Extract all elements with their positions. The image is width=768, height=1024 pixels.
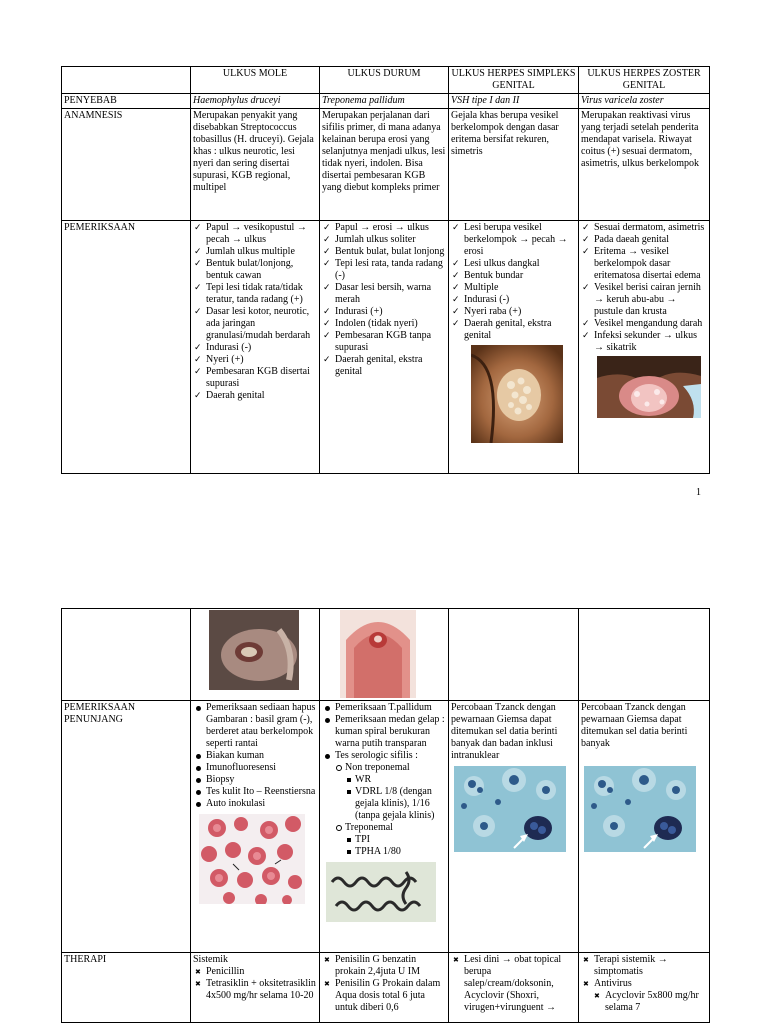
gram-stain-description: Gambaran : basil gram (-), berderet atau berkelompok seperti rantai <box>206 714 314 749</box>
comparison-table-page1 <box>61 66 710 474</box>
list-item: ✓ Daerah genital, ekstra genital <box>451 318 576 342</box>
label-penunjang: PEMERIKSAAN PENUNJANG <box>62 701 191 953</box>
list-item: ✓ Bentuk bulat, bulat lonjong <box>322 246 446 258</box>
list-item: ✓ Tepi lesi tidak rata/tidak teratur, tanda radang (+) <box>193 282 317 306</box>
list-item: Biakan kuman <box>193 750 317 762</box>
penunjang-hsg <box>449 701 579 953</box>
ulkus-durum-photo <box>340 610 416 698</box>
list-item <box>335 762 446 822</box>
list-item: ✓ Sesuai dermatom, asimetris <box>581 222 707 234</box>
list-item-text: Pemeriksaan sediaan hapus <box>206 702 316 713</box>
therapi-hzg-list <box>581 954 707 990</box>
header-ulkus-herpes-simpleks: ULKUS HERPES SIMPLEKS GENITAL <box>449 67 579 94</box>
list-item: ✖ Lesi dini → obat topical berupa salep/cream/doksonin, Acyclovir (Shoxri, virugen+virunguent → <box>451 954 576 1014</box>
list-item <box>322 750 446 858</box>
image-cell-hsg-empty <box>449 609 579 701</box>
ulkus-mole-photo <box>209 610 299 690</box>
list-item: ✓ Bentuk bulat/lonjong, bentuk cawan <box>193 258 317 282</box>
penunjang-mole-list <box>193 702 317 810</box>
row-anamnesis <box>62 109 710 221</box>
list-item: ✓ Multiple <box>451 282 576 294</box>
penyebab-durum: Treponema pallidum <box>320 94 449 109</box>
list-item: Biopsy <box>193 774 317 786</box>
list-item: ✓ Indurasi (+) <box>322 306 446 318</box>
list-item: ✓ Bentuk bundar <box>451 270 576 282</box>
list-item: ✖ Penisilin G Prokain dalam Aqua dosis total 6 juta untuk diberi 0,6 <box>322 978 446 1014</box>
list-item: TPHA 1/80 <box>345 846 446 858</box>
tzanck-test-text-hzg: Percobaan Tzanck dengan pewarnaan Giemsa dapat ditemukan sel datia berinti banyak <box>581 702 688 749</box>
anamnesis-hzg: Merupakan reaktivasi virus yang terjadi setelah penderita mendapat varisela. Riwayat coitus (+) sesuai dermatom, asimetris, ulkus berkelompok <box>579 109 710 221</box>
penunjang-durum-list <box>322 702 446 858</box>
list-item: ✓ Indurasi (-) <box>193 342 317 354</box>
list-item: Tes kulit Ito – Reenstiersna <box>193 786 317 798</box>
list-item: ✖ Antivirus <box>581 978 707 990</box>
list-item: ✓ Vesikel berisi cairan jernih → keruh abu-abu → pustule dan krusta <box>581 282 707 318</box>
therapi-hzg-sublist <box>581 990 707 1014</box>
list-item: ✓ Papul → vesikopustul → pecah → ulkus <box>193 222 317 246</box>
list-item <box>193 702 317 750</box>
anamnesis-mole: Merupakan penyakit yang disebabkan Streptococcus tobasillus (H. druceyi). Gejala khas : ulkus neurotic, lesi nyeri dan sering disertai supurasi, KGB regional, multipel <box>191 109 320 221</box>
list-item: Auto inokulasi <box>193 798 317 810</box>
tzanck-smear-micrograph-hsg <box>454 766 566 852</box>
pemeriksaan-mole-list <box>193 222 317 402</box>
therapi-hzg <box>579 953 710 1023</box>
anamnesis-durum: Merupakan perjalanan dari sifilis primer, di mana adanya kelainan berupa erosi yang selanjutnya menjadi ulkus, lesi tidak nyeri, indolen. Bisa disertai pembesaran KGB yang diebut kompleks primer <box>320 109 449 221</box>
images-label-empty <box>62 609 191 701</box>
gram-stain-micrograph <box>199 814 305 904</box>
pemeriksaan-mole <box>191 221 320 474</box>
treponemal-list <box>345 834 446 858</box>
list-item: ✓ Vesikel mengandung darah <box>581 318 707 330</box>
image-cell-durum <box>320 609 449 701</box>
list-item: WR <box>345 774 446 786</box>
header-ulkus-herpes-zoster: ULKUS HERPES ZOSTER GENITAL <box>579 67 710 94</box>
treponema-darkfield-micrograph <box>326 862 436 922</box>
label-pemeriksaan: PEMERIKSAAN <box>62 221 191 474</box>
penunjang-durum <box>320 701 449 953</box>
list-item: ✓ Lesi berupa vesikel berkelompok → pecah → erosi <box>451 222 576 258</box>
list-item-text: Non treponemal <box>345 762 410 773</box>
list-item: ✓ Tepi lesi rata, tanda radang (-) <box>322 258 446 282</box>
list-item: TPI <box>345 834 446 846</box>
list-item-text: Treponemal <box>345 822 393 833</box>
therapi-durum <box>320 953 449 1023</box>
pemeriksaan-durum-list <box>322 222 446 378</box>
herpes-zoster-lesion-photo <box>597 356 701 418</box>
penunjang-mole <box>191 701 320 953</box>
list-item: Pemeriksaan T.pallidum <box>322 702 446 714</box>
list-item: ✓ Dasar lesi kotor, neurotic, ada jaringan granulasi/mudah berdarah <box>193 306 317 342</box>
header-ulkus-mole: ULKUS MOLE <box>191 67 320 94</box>
list-item: VDRL 1/8 (dengan gejala klinis), 1/16 (tanpa gejala klinis) <box>345 786 446 822</box>
therapi-hsg-list <box>451 954 576 1014</box>
pemeriksaan-hsg-list <box>451 222 576 342</box>
list-item <box>335 822 446 858</box>
list-item: ✖ Tetrasiklin + oksitetrasiklin 4x500 mg/hr selama 10-20 <box>193 978 317 1002</box>
label-penyebab: PENYEBAB <box>62 94 191 109</box>
pemeriksaan-hzg-list <box>581 222 707 354</box>
row-images <box>62 609 710 701</box>
label-anamnesis: ANAMNESIS <box>62 109 191 221</box>
penyebab-hzg: Virus varicela zoster <box>579 94 710 109</box>
list-item: ✓ Infeksi sekunder → ulkus → sikatrik <box>581 330 707 354</box>
tzanck-test-text-hsg: Percobaan Tzanck dengan pewarnaan Giemsa dapat ditemukan sel datia berinti banyak dan badan inklusi intranuklear <box>451 702 558 761</box>
therapi-mole-list <box>193 966 317 1002</box>
list-item-text: Tes serologic sifilis : <box>335 750 418 761</box>
penunjang-hzg <box>579 701 710 953</box>
therapi-hsg <box>449 953 579 1023</box>
list-item: ✓ Daerah genital, ekstra genital <box>322 354 446 378</box>
list-item: Imunofluoresensi <box>193 762 317 774</box>
list-item: ✓ Papul → erosi → ulkus <box>322 222 446 234</box>
label-therapi: THERAPI <box>62 953 191 1023</box>
list-item: ✓ Dasar lesi bersih, warna merah <box>322 282 446 306</box>
herpes-simplex-lesion-photo <box>471 345 563 443</box>
list-item: ✓ Pada daeah genital <box>581 234 707 246</box>
pemeriksaan-hzg <box>579 221 710 474</box>
image-cell-mole <box>191 609 320 701</box>
page-number: 1 <box>696 487 701 498</box>
list-item: ✖ Penicillin <box>193 966 317 978</box>
list-item: ✓ Nyeri raba (+) <box>451 306 576 318</box>
pemeriksaan-durum <box>320 221 449 474</box>
list-item: Pemeriksaan medan gelap : kuman spiral berukuran warna putih transparan <box>322 714 446 750</box>
row-pemeriksaan <box>62 221 710 474</box>
tzanck-smear-micrograph-hzg <box>584 766 696 852</box>
header-empty <box>62 67 191 94</box>
header-ulkus-durum: ULKUS DURUM <box>320 67 449 94</box>
list-item: ✓ Jumlah ulkus soliter <box>322 234 446 246</box>
list-item: ✓ Pembesaran KGB disertai supurasi <box>193 366 317 390</box>
comparison-table-page2 <box>61 608 710 1023</box>
pemeriksaan-hsg <box>449 221 579 474</box>
list-item: ✖ Penisilin G benzatin prokain 2,4juta U IM <box>322 954 446 978</box>
header-row <box>62 67 710 94</box>
penyebab-mole: Haemophylus druceyi <box>191 94 320 109</box>
therapi-mole <box>191 953 320 1023</box>
list-item: ✓ Daerah genital <box>193 390 317 402</box>
row-penunjang <box>62 701 710 953</box>
list-item: ✓ Lesi ulkus dangkal <box>451 258 576 270</box>
list-item: ✓ Indolen (tidak nyeri) <box>322 318 446 330</box>
image-cell-hzg-empty <box>579 609 710 701</box>
list-item: ✖ Terapi sistemik → simptomatis <box>581 954 707 978</box>
row-therapi <box>62 953 710 1023</box>
serologic-test-list <box>335 762 446 858</box>
therapi-durum-list <box>322 954 446 1014</box>
list-item: ✓ Indurasi (-) <box>451 294 576 306</box>
list-item: ✖ Acyclovir 5x800 mg/hr selama 7 <box>581 990 707 1014</box>
list-item: ✓ Eritema → vesikel berkelompok dasar eritematosa disertai edema <box>581 246 707 282</box>
therapi-mole-title: Sistemik <box>193 954 229 965</box>
row-penyebab <box>62 94 710 109</box>
penyebab-hsg: VSH tipe I dan II <box>449 94 579 109</box>
nontreponemal-list <box>345 774 446 822</box>
anamnesis-hsg: Gejala khas berupa vesikel berkelompok dengan dasar eritema bersifat rekuren, simetris <box>449 109 579 221</box>
list-item: ✓ Nyeri (+) <box>193 354 317 366</box>
list-item: ✓ Pembesaran KGB tanpa supurasi <box>322 330 446 354</box>
list-item: ✓ Jumlah ulkus multiple <box>193 246 317 258</box>
